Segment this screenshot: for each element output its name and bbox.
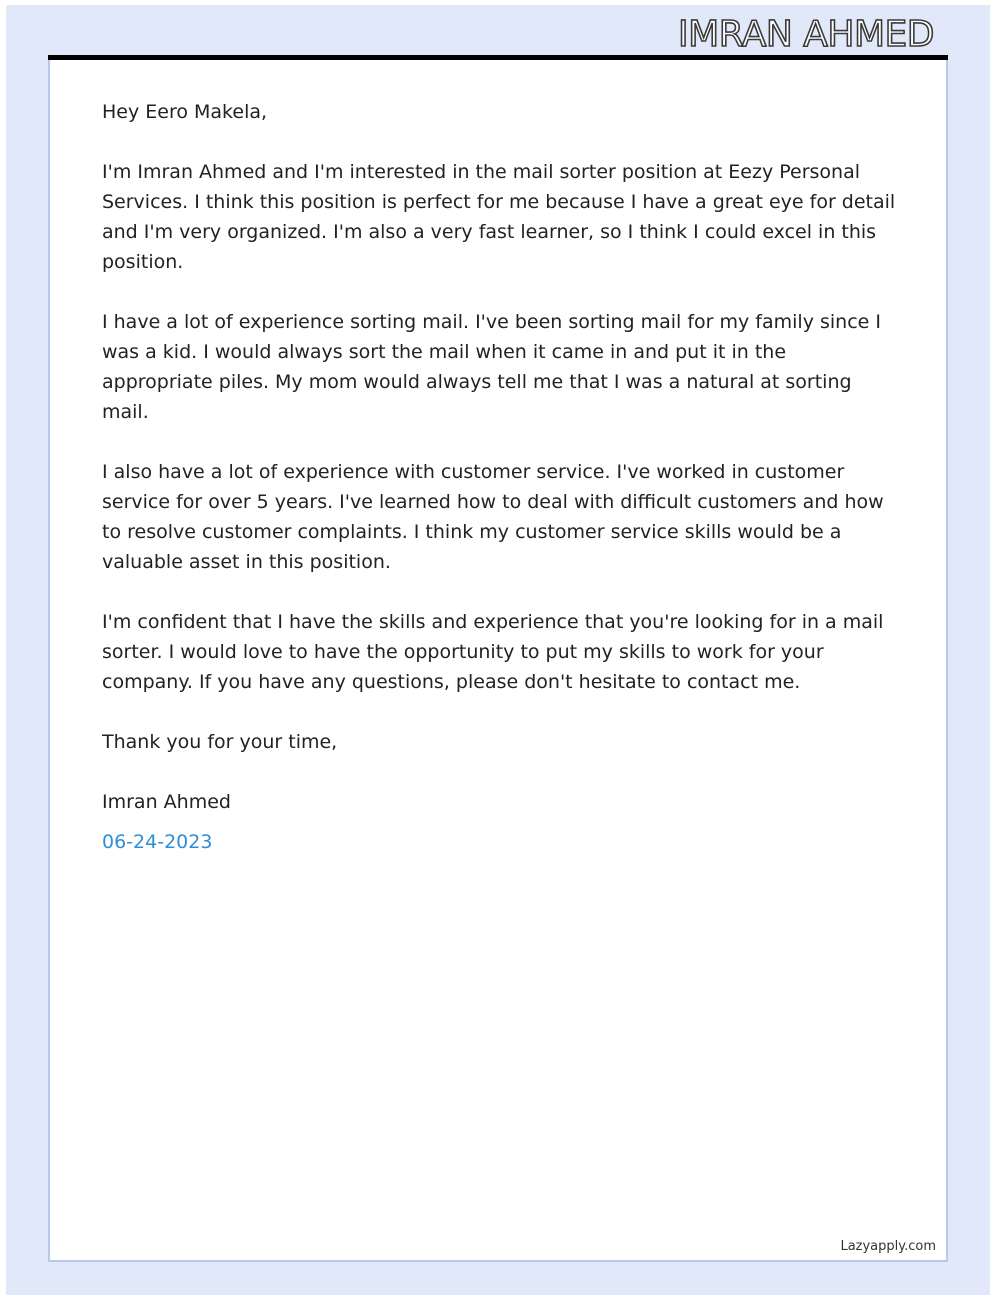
letter-date: 06-24-2023 — [102, 831, 213, 853]
footer-watermark: Lazyapply.com — [840, 1239, 936, 1254]
letter-closing: Thank you for your time, — [102, 731, 338, 753]
header-name: IMRAN AHMED — [678, 14, 934, 55]
letter-paragraph-3: I also have a lot of experience with customer service. I've worked in customer service for over 5 years. I've learned how to deal with difficult customers and how to resolve customer complaints. I think my customer service skills would be a valuable asset in this position. — [102, 461, 884, 573]
letter-body — [102, 97, 902, 857]
letter-paragraph-1: I'm Imran Ahmed and I'm interested in the mail sorter position at Eezy Personal Services. I think this position is perfect for me because I have a great eye for detail and I'm very organized. I'm also a very fast learner, so I think I could excel in this position. — [102, 161, 896, 273]
letter-paragraph-4: I'm confident that I have the skills and experience that you're looking for in a mail sorter. I would love to have the opportunity to put my skills to work for your company. If you have any questions, please don't hesitate to contact me. — [102, 611, 884, 693]
letter-paragraph-2: I have a lot of experience sorting mail. I've been sorting mail for my family since I was a kid. I would always sort the mail when it came in and put it in the appropriate piles. My mom would always tell me that I was a natural at sorting mail. — [102, 311, 881, 423]
letter-greeting: Hey Eero Makela, — [102, 101, 268, 123]
letter-page — [48, 60, 948, 1262]
letter-signature: Imran Ahmed — [102, 791, 231, 813]
